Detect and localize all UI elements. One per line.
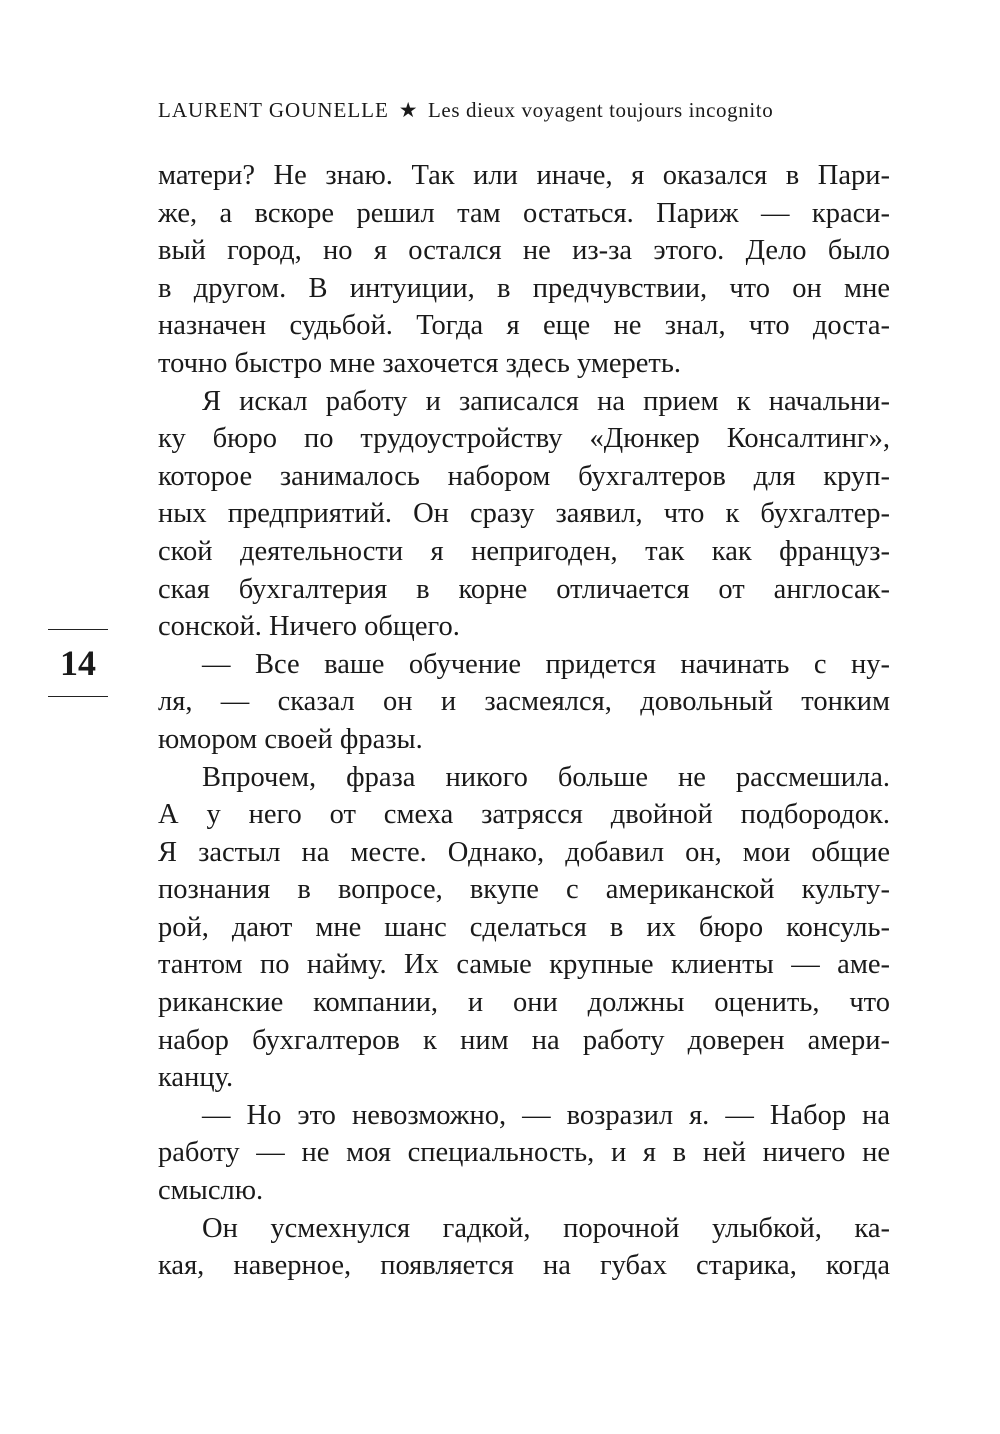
text-line: матери? Не знаю. Так или иначе, я оказался в Пари-: [158, 160, 890, 191]
text-line: — Но это невозможно, — возразил я. — Набор на: [202, 1099, 890, 1131]
text-line: Я искал работу и записался на прием к начальни-: [202, 385, 890, 417]
text-line: тантом по найму. Их самые крупные клиенты — аме-: [158, 949, 890, 981]
text-line: же, а вскоре решил там остаться. Париж — краси-: [158, 197, 890, 229]
paragraph: [158, 1210, 890, 1285]
body-text: [158, 157, 890, 1285]
text-line: канцу.: [158, 1062, 234, 1094]
text-line: работу — не моя специальность, и я в ней ничего не: [158, 1137, 890, 1169]
running-head-author: LAURENT GOUNELLE: [158, 98, 389, 122]
paragraph: [158, 1097, 890, 1210]
text-line: — Все ваше обучение придется начинать с ну-: [202, 648, 890, 680]
paragraph: [158, 759, 890, 1097]
running-head-title: Les dieux voyagent toujours incognito: [428, 98, 774, 122]
text-line: юмором своей фразы.: [158, 723, 423, 755]
text-line: сонской. Ничего общего.: [158, 611, 460, 643]
text-line: ля, — сказал он и засмеялся, довольный тонким: [158, 686, 890, 718]
text-line: набор бухгалтеров к ним на работу доверен амери-: [158, 1024, 890, 1056]
text-line: Он усмехнулся гадкой, порочной улыбкой, ка-: [202, 1212, 890, 1244]
paragraph: [158, 646, 890, 759]
text-line: кая, наверное, появляется на губах старика, когда: [158, 1250, 890, 1282]
text-line: которое занималось набором бухгалтеров для круп-: [158, 460, 890, 492]
text-line: точно быстро мне захочется здесь умереть.: [158, 347, 682, 379]
star-icon: ★: [398, 98, 419, 122]
text-line: ской деятельности я непригоден, так как француз-: [158, 535, 890, 567]
text-line: риканские компании, и они должны оценить, что: [158, 987, 890, 1019]
text-line: А у него от смеха затрясся двойной подбородок.: [158, 799, 890, 831]
text-line: рой, дают мне шанс сделаться в их бюро консуль-: [158, 911, 890, 943]
page-number-box: [48, 629, 108, 697]
paragraph: [158, 157, 890, 383]
page-number: 14: [60, 643, 96, 683]
paragraph: [158, 383, 890, 646]
text-line: познания в вопросе, вкупе с американской культу-: [158, 874, 890, 906]
text-line: ку бюро по трудоустройству «Дюнкер Консалтинг»,: [158, 423, 890, 455]
running-head: [158, 98, 890, 123]
text-line: назначен судьбой. Тогда я еще не знал, что доста-: [158, 310, 890, 342]
text-line: в другом. В интуиции, в предчувствии, что он мне: [158, 272, 890, 304]
text-line: ская бухгалтерия в корне отличается от англосак-: [158, 573, 890, 605]
text-line: Впрочем, фраза никого больше не рассмешила.: [202, 761, 890, 793]
text-line: Я застыл на месте. Однако, добавил он, мои общие: [158, 836, 890, 868]
text-line: вый город, но я остался не из-за этого. Дело было: [158, 235, 890, 267]
text-line: смыслю.: [158, 1175, 264, 1207]
text-line: ных предприятий. Он сразу заявил, что к бухгалтер-: [158, 498, 890, 530]
